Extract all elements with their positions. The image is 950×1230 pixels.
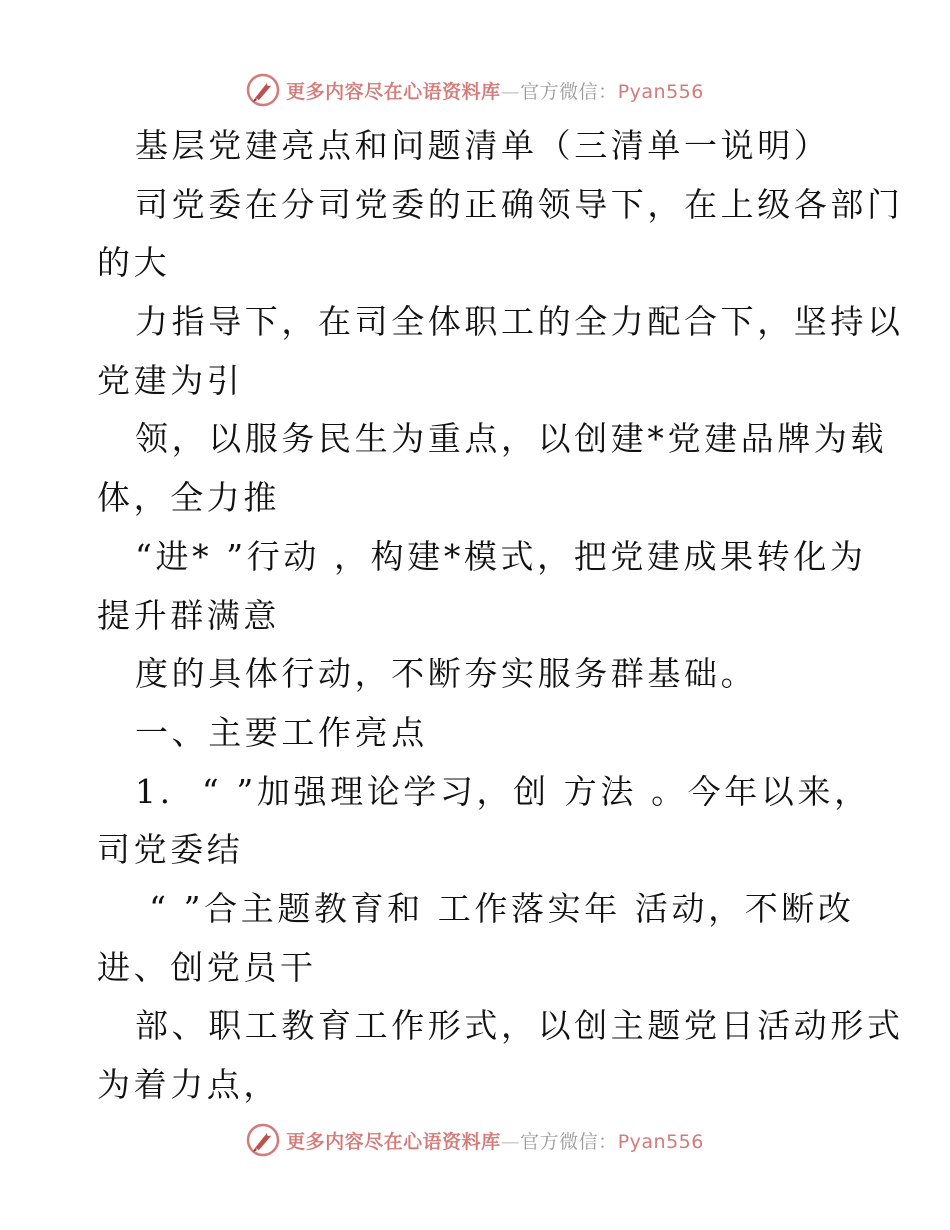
watermark-dash: —: [500, 80, 521, 103]
watermark-contact-label: 官方微信：: [520, 1130, 618, 1153]
document-line: “进* ”行动 ，构建*模式，把党建成果转化为: [135, 536, 867, 576]
document-line: 一、主要工作亮点: [135, 712, 428, 752]
watermark-brand: 更多内容尽在心语资料库: [286, 1130, 501, 1153]
watermark-account: Pyan556: [617, 1130, 704, 1153]
watermark-brand: 更多内容尽在心语资料库: [286, 80, 501, 103]
watermark-banner-top: [0, 70, 950, 110]
document-line: 进、创党员干: [97, 947, 317, 987]
document-line: 力指导下，在司全体职工的全力配合下，坚持以: [135, 302, 904, 342]
watermark-dash: —: [500, 1130, 521, 1153]
document-line: 基层党建亮点和问题清单（三清单一说明）: [135, 126, 831, 165]
document-line: 党建为引: [97, 360, 244, 400]
document-line: 的大: [97, 243, 171, 283]
pen-logo-icon: [246, 1123, 280, 1157]
watermark-account: Pyan556: [617, 80, 704, 103]
document-line: 司党委结: [97, 830, 244, 870]
watermark-banner-bottom: [0, 1120, 950, 1160]
watermark-text: [286, 1127, 704, 1154]
watermark-text: [286, 77, 704, 104]
document-line: 体，全力推: [97, 478, 280, 518]
document-line: 提升群满意: [97, 595, 280, 635]
document-body: [97, 117, 904, 1115]
document-line: 为着力点，: [97, 1065, 280, 1104]
document-line: 部、职工教育工作形式，以创主题党日活动形式: [135, 1006, 904, 1046]
pen-logo-icon: [246, 73, 280, 107]
watermark-contact-label: 官方微信：: [520, 80, 618, 103]
document-line: 度的具体行动，不断夯实服务群基础。: [135, 654, 758, 694]
document-line: “ ”合主题教育和 工作落实年 活动，不断改: [135, 888, 855, 928]
document-line: 1. “ ”加强理论学习，创 方法 。今年以来，: [135, 771, 871, 811]
document-line: 领，以服务民生为重点，以创建*党建品牌为载: [135, 419, 888, 459]
document-line: 司党委在分司党委的正确领导下，在上级各部门: [135, 184, 904, 224]
